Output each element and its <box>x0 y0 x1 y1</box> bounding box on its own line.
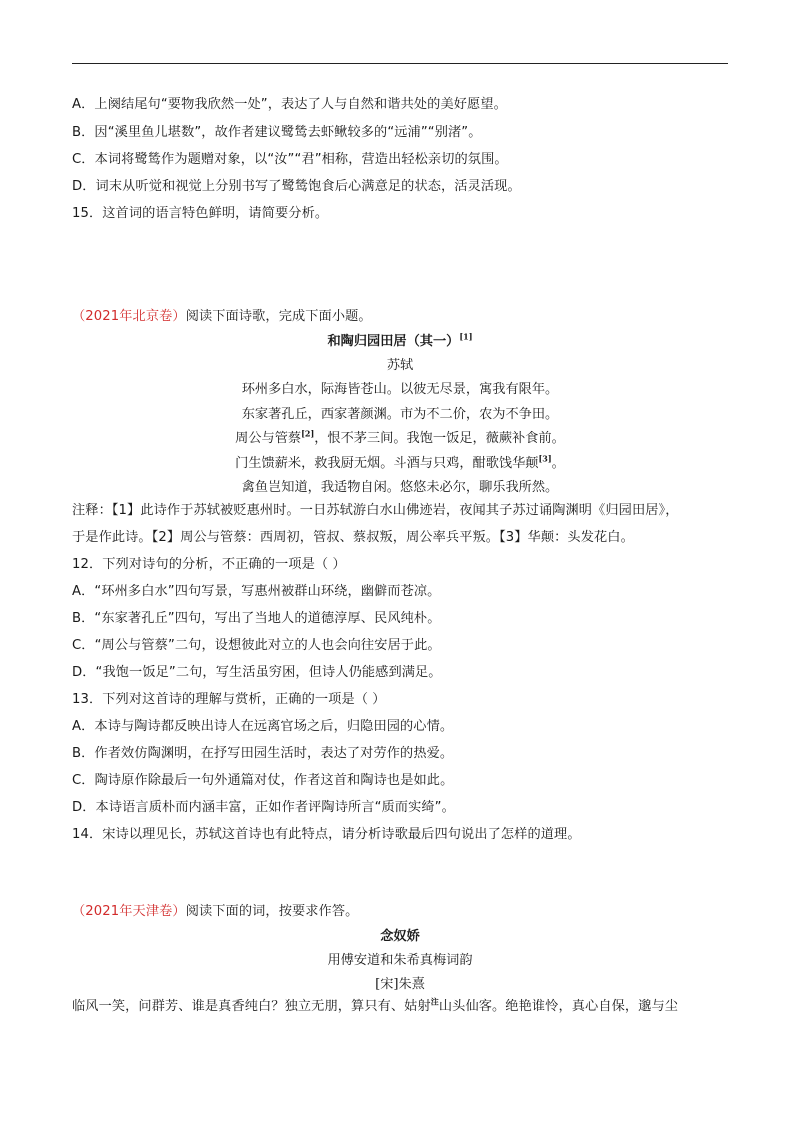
poem-line-5 <box>72 479 728 497</box>
beijing-header <box>72 308 732 326</box>
tianjin-intro: 阅读下面的词，按要求作答。 <box>185 904 359 919</box>
poem-line-text: 环州多白水，际海皆苍山。以彼无尽景，寓我有限年。 <box>241 382 559 397</box>
poem-line-1 <box>72 381 728 399</box>
poem-line-text: 。 <box>551 456 565 471</box>
ci-text-line-1 <box>72 998 732 1016</box>
notes-line-1: 注释：【1】此诗作于苏轼被贬惠州时。一日苏轼游白水山佛迹岩，夜闻其子苏过诵陶渊明《归园田居》， <box>72 503 679 518</box>
q13-option-a: A．本诗与陶诗都反映出诗人在远离官场之后，归隐田园的心情。 <box>72 719 454 734</box>
q12-option-c: C．“周公与管蔡”二句，设想彼此对立的人也会向往安居于此。 <box>72 638 441 653</box>
ci-title: 念奴娇 <box>380 929 420 944</box>
poem-note-marker: [2] <box>301 428 315 439</box>
question-15: 15．这首词的语言特色鲜明，请简要分析。 <box>72 206 329 221</box>
option-d: D．词末从听觉和视觉上分别书写了鹭鸶饱食后心满意足的状态，活灵活现。 <box>72 179 521 194</box>
top-rule <box>72 63 728 64</box>
poem-line-text: 周公与管蔡 <box>235 431 302 446</box>
poem-line-text: 禽鱼岂知道，我适物自闲。悠悠未必尔，聊乐我所然。 <box>241 480 559 495</box>
q13-option-c: C．陶诗原作除最后一句外通篇对仗，作者这首和陶诗也是如此。 <box>72 773 454 788</box>
ci-text: 临风一笑，问群芳、谁是真香纯白？独立无朋，算只有、姑射 <box>72 999 431 1014</box>
beijing-source: （2021年北京卷） <box>72 309 186 324</box>
q13-option-d: D．本诗语言质朴而内涵丰富，正如作者评陶诗所言“质而实绮”。 <box>72 800 455 815</box>
question-14: 14．宋诗以理见长，苏轼这首诗也有此特点，请分析诗歌最后四句说出了怎样的道理。 <box>72 827 581 842</box>
q12-option-a: A．“环州多白水”四句写景，写惠州被群山环绕，幽僻而苍凉。 <box>72 584 441 599</box>
question-12: 12．下列对诗句的分析，不正确的一项是（ ） <box>72 557 346 572</box>
poem-title-text: 和陶归园田居（其一） <box>327 334 460 349</box>
q12-option-b: B．“东家著孔丘”四句，写出了当地人的道德淳厚、民风纯朴。 <box>72 611 441 626</box>
poem-line-4 <box>72 455 728 473</box>
option-b: B．因“溪里鱼儿堪数”，故作者建议鹭鸶去虾鳅较多的“远浦”“别渚”。 <box>72 125 482 140</box>
option-c: C．本词将鹭鸶作为题赠对象，以“汝”“君”相称，营造出轻松亲切的氛围。 <box>72 152 508 167</box>
poem-line-text: 门生馈薪米，救我厨无烟。斗酒与只鸡，酣歌饯华颠 <box>235 456 539 471</box>
ci-author: [宋]朱熹 <box>375 977 425 992</box>
ci-subtitle: 用傅安道和朱希真梅词韵 <box>327 953 473 968</box>
q13-option-b: B．作者效仿陶渊明，在抒写田园生活时，表达了对劳作的热爱。 <box>72 746 454 761</box>
ci-note-marker: 注 <box>430 996 439 1007</box>
poem-line-3 <box>72 430 728 448</box>
poem-line-text: 东家著孔丘，西家著颜渊。市为不二价，农为不争田。 <box>241 407 559 422</box>
poem-note-marker: [3] <box>538 453 552 464</box>
beijing-intro: 阅读下面诗歌，完成下面小题。 <box>185 309 372 324</box>
poem-line-2 <box>72 406 728 424</box>
tianjin-source: （2021年天津卷） <box>72 904 186 919</box>
q12-option-d: D．“我饱一饭足”二句，写生活虽穷困，但诗人仍能感到满足。 <box>72 665 442 680</box>
question-13: 13．下列对这首诗的理解与赏析，正确的一项是（ ） <box>72 692 386 707</box>
poem-title <box>72 333 728 351</box>
notes-line-2: 于是作此诗。【2】周公与管蔡：西周初，管叔、蔡叔叛，周公率兵平叛。【3】华颠：头发花白。 <box>72 530 634 545</box>
poem-line-text: ，恨不茅三间。我饱一饭足，薇蕨补食前。 <box>314 431 565 446</box>
option-a: A．上阕结尾句“要物我欣然一处”，表达了人与自然和谐共处的美好愿望。 <box>72 97 507 112</box>
ci-text: 山头仙客。绝艳谁怜，真心自保，邈与尘 <box>438 999 679 1014</box>
poem-title-note: [1] <box>459 331 473 342</box>
poem-author: 苏轼 <box>386 358 414 373</box>
tianjin-header <box>72 903 732 921</box>
